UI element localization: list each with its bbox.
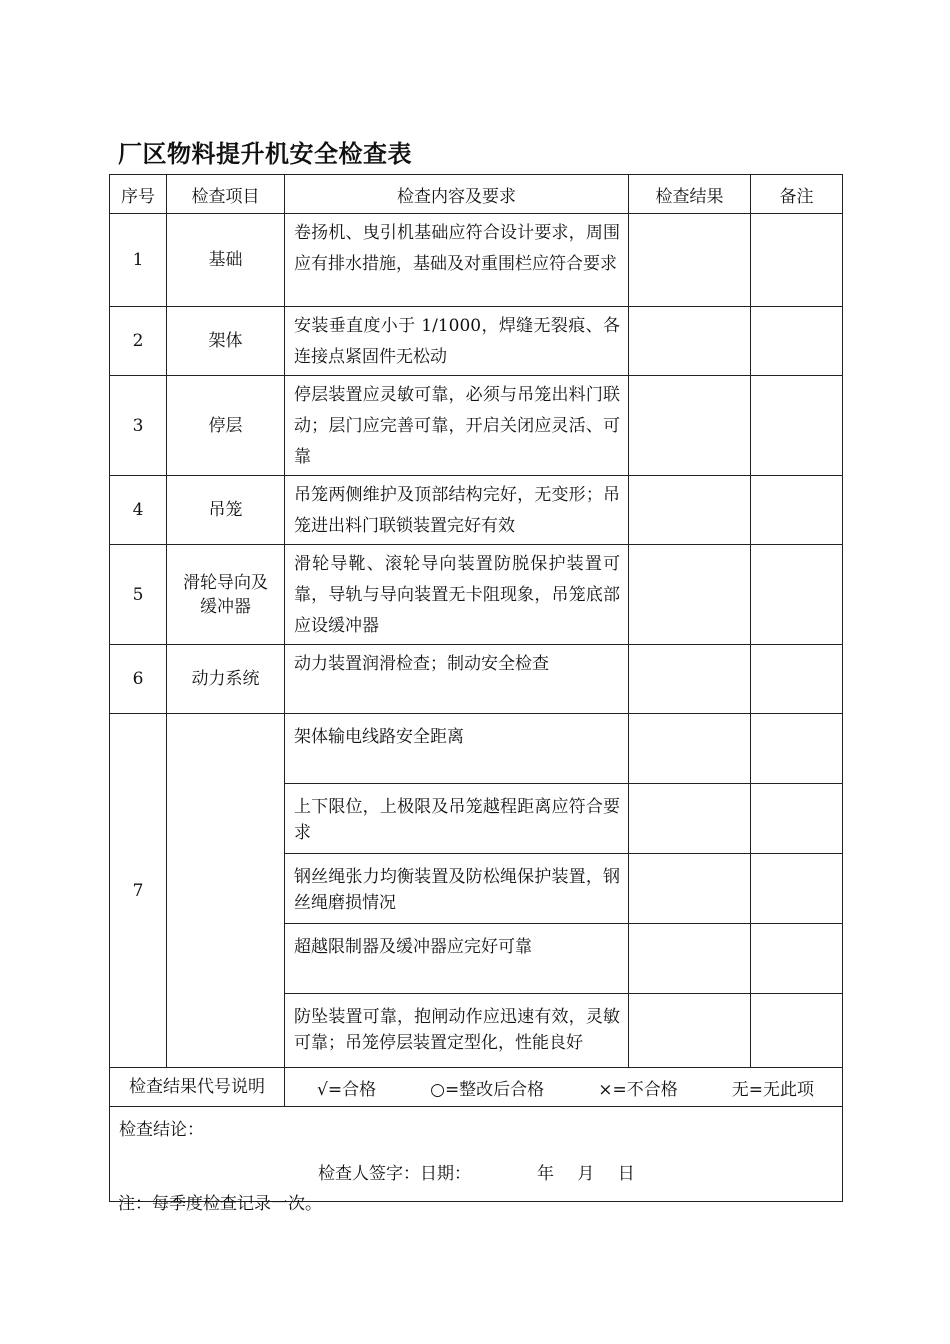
row-content: 卷扬机、曳引机基础应符合设计要求，周围应有排水措施，基础及对重围栏应符合要求	[285, 214, 629, 307]
result-cell[interactable]	[629, 714, 751, 784]
row-item: 滑轮导向及缓冲器	[167, 545, 285, 645]
table-row	[110, 645, 843, 714]
row-item: 基础	[167, 214, 285, 307]
header-remark: 备注	[751, 175, 843, 214]
remark-cell[interactable]	[751, 714, 843, 784]
row-item: 停层	[167, 376, 285, 476]
row-seq: 7	[110, 714, 167, 1068]
footnote: 注：每季度检查记录一次。	[118, 1194, 322, 1214]
header-seq: 序号	[110, 175, 167, 214]
result-cell[interactable]	[629, 307, 751, 376]
row-content: 架体输电线路安全距离	[285, 714, 629, 784]
row-seq: 6	[110, 645, 167, 714]
result-cell[interactable]	[629, 376, 751, 476]
remark-cell[interactable]	[751, 545, 843, 645]
header-item: 检查项目	[167, 175, 285, 214]
conclusion-cell[interactable]	[110, 1107, 843, 1202]
legend-rectified: ○=整改后合格	[430, 1079, 545, 1100]
remark-cell[interactable]	[751, 924, 843, 994]
header-content: 检查内容及要求	[285, 175, 629, 214]
row-seq: 2	[110, 307, 167, 376]
row-content: 停层装置应灵敏可靠，必须与吊笼出料门联动；层门应完善可靠，开启关闭应灵活、可靠	[285, 376, 629, 476]
inspection-table	[109, 174, 843, 1202]
table-row	[110, 714, 843, 784]
table-row	[110, 307, 843, 376]
remark-cell[interactable]	[751, 476, 843, 545]
remark-cell[interactable]	[751, 784, 843, 854]
row-item: 架体	[167, 307, 285, 376]
table-row	[110, 476, 843, 545]
page-title: 厂区物料提升机安全检查表	[118, 140, 412, 168]
result-cell[interactable]	[629, 784, 751, 854]
row-item: 动力系统	[167, 645, 285, 714]
remark-cell[interactable]	[751, 994, 843, 1068]
row-content: 钢丝绳张力均衡装置及防松绳保护装置，钢丝绳磨损情况	[285, 854, 629, 924]
result-cell[interactable]	[629, 854, 751, 924]
row-content: 安装垂直度小于 1/1000，焊缝无裂痕、各连接点紧固件无松动	[285, 307, 629, 376]
table-row	[110, 214, 843, 307]
row-seq: 5	[110, 545, 167, 645]
row-seq: 1	[110, 214, 167, 307]
result-cell[interactable]	[629, 645, 751, 714]
conclusion-label: 检查结论：	[119, 1120, 204, 1140]
legend-row	[110, 1068, 843, 1107]
row-item: 吊笼	[167, 476, 285, 545]
row-item	[167, 714, 285, 1068]
header-result: 检查结果	[629, 175, 751, 214]
signature-date-label: 检查人签字：日期：	[318, 1164, 471, 1184]
header-row	[110, 175, 843, 214]
row-content: 超越限制器及缓冲器应完好可靠	[285, 924, 629, 994]
legend-codes	[285, 1068, 843, 1107]
row-seq: 4	[110, 476, 167, 545]
row-content: 上下限位，上极限及吊笼越程距离应符合要求	[285, 784, 629, 854]
remark-cell[interactable]	[751, 645, 843, 714]
table-row	[110, 376, 843, 476]
result-cell[interactable]	[629, 994, 751, 1068]
result-cell[interactable]	[629, 476, 751, 545]
row-seq: 3	[110, 376, 167, 476]
legend-na: 无=无此项	[731, 1079, 814, 1100]
row-content: 吊笼两侧维护及顶部结构完好，无变形；吊笼进出料门联锁装置完好有效	[285, 476, 629, 545]
row-content: 动力装置润滑检查；制动安全检查	[285, 645, 629, 714]
remark-cell[interactable]	[751, 376, 843, 476]
legend-pass: √=合格	[317, 1079, 377, 1100]
result-cell[interactable]	[629, 214, 751, 307]
remark-cell[interactable]	[751, 307, 843, 376]
row-content: 滑轮导靴、滚轮导向装置防脱保护装置可靠，导轨与导向装置无卡阻现象，吊笼底部应设缓冲器	[285, 545, 629, 645]
date-ymd: 年 月 日	[537, 1164, 635, 1184]
conclusion-row	[110, 1107, 843, 1202]
legend-fail: ×=不合格	[598, 1079, 678, 1100]
result-cell[interactable]	[629, 545, 751, 645]
remark-cell[interactable]	[751, 214, 843, 307]
row-content: 防坠装置可靠，抱闸动作应迅速有效，灵敏可靠；吊笼停层装置定型化，性能良好	[285, 994, 629, 1068]
remark-cell[interactable]	[751, 854, 843, 924]
result-cell[interactable]	[629, 924, 751, 994]
table-row	[110, 545, 843, 645]
legend-label: 检查结果代号说明	[110, 1068, 285, 1107]
